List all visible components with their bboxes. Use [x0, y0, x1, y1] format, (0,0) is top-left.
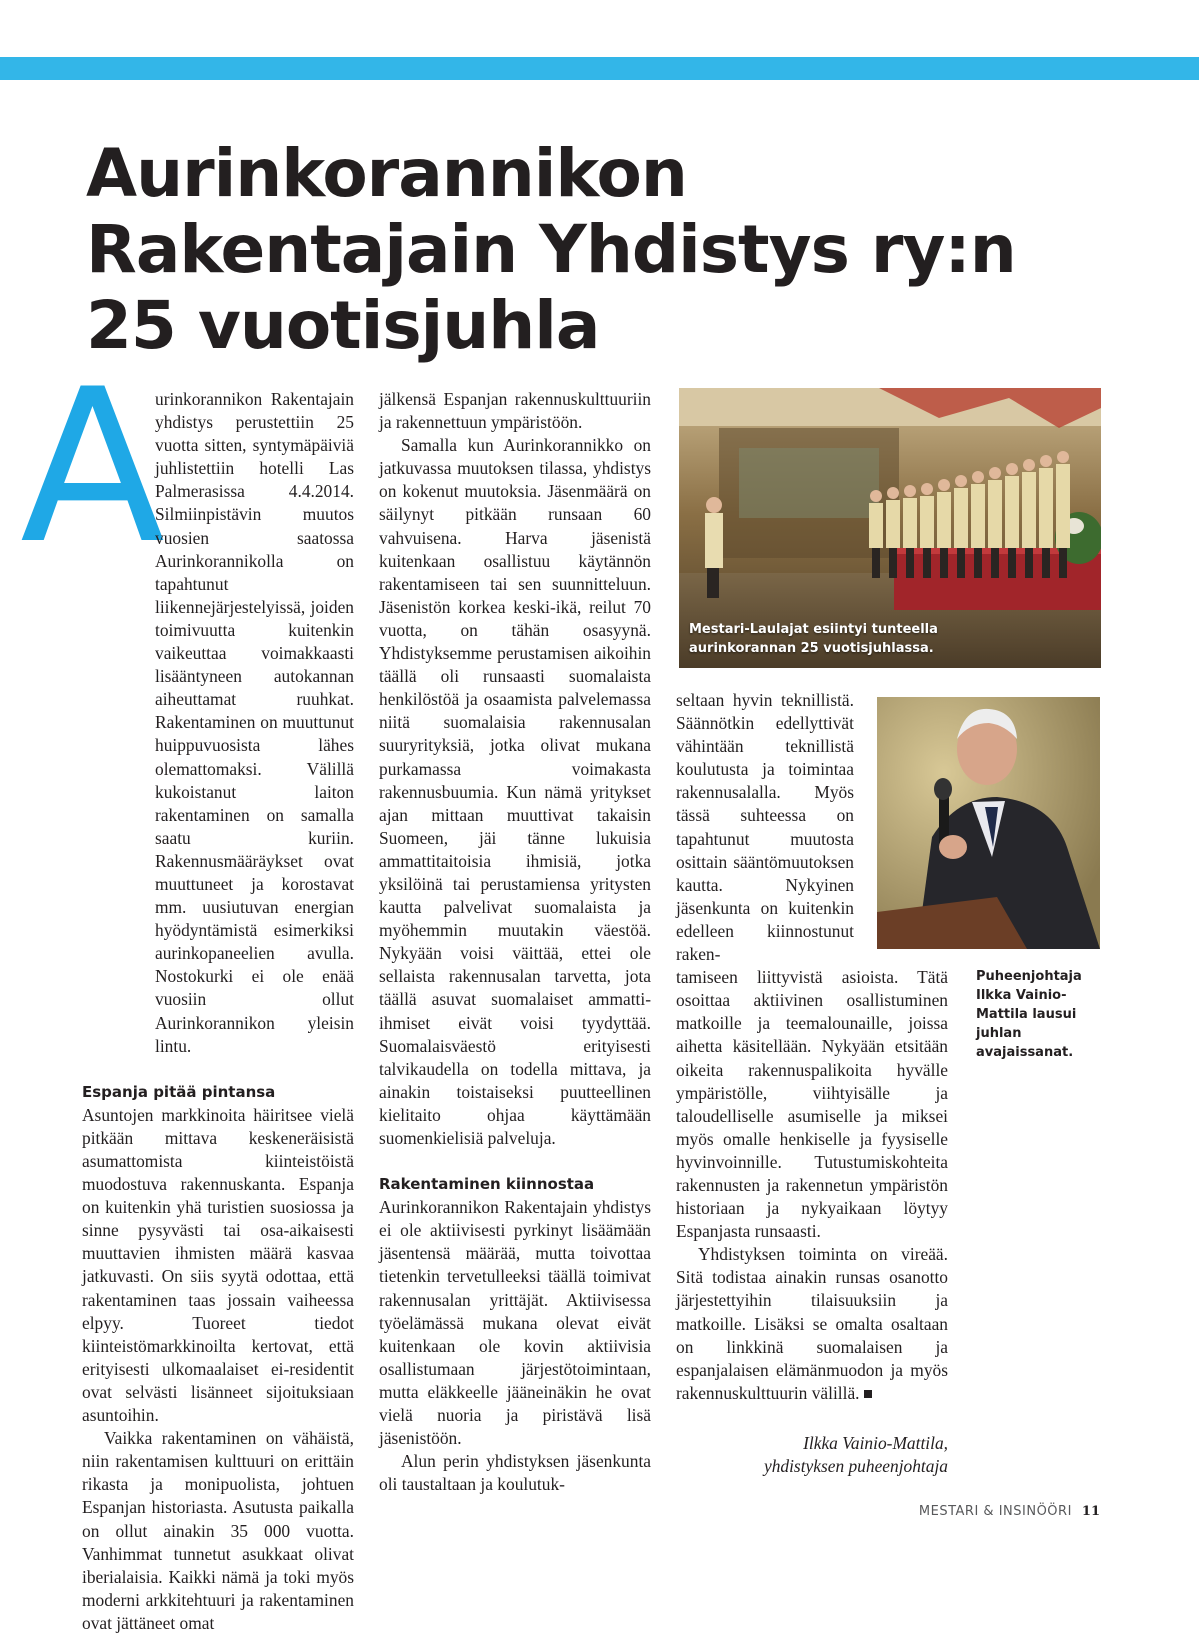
- body-paragraph: Asuntojen markkinoita häiritsee vielä pitkään mittava keskeneräisistä asumattomista kiinteistöistä muodostuva rakennuskanta. Espanja on kuitenkin yhä turistien suosiossa ja sinne pysyvästi tai osa-aikaisesti muuttavien ihmisten määrä kasvaa jatkuvasti. On siis syytä odottaa, että rakentaminen taas jossain vaiheessa elpyy. Tuoreet tiedot kiinteistömarkkinoilta kertovat, että erityisesti ulkomaalaiset ei-residentit ovat selvästi lisänneet sijoituksiaan asuntoihin.: [82, 1104, 354, 1426]
- page-number: 11: [1081, 1504, 1100, 1519]
- body-paragraph: tamiseen liittyvistä asioista. Tätä osoittaa aktiivinen osallistuminen matkoille ja teemalounaille, joissa aihetta käsitellään. Nykyään etsitään oikeita rakennuspalikoita hyvälle ympäristölle, viihtyisälle ja taloudelliselle asumiselle ja miksei myös omalle henkiselle ja fyysiselle hyvinvoinnille. Tutustumiskohteita rakennusten ja rakennetun ympäristön historiaan ja nykyaikaan löytyy Espanjasta runsaasti.: [676, 967, 948, 1242]
- choir-photo: [679, 388, 1101, 668]
- article-column-1: [82, 388, 354, 1635]
- author-signature: [676, 1432, 948, 1478]
- body-paragraph: jälkensä Espanjan rakennuskulttuuriin ja rakennettuun ympäristöön.: [379, 389, 651, 433]
- article-column-3: [676, 689, 948, 1405]
- drop-cap: A: [20, 343, 166, 590]
- lead-paragraph: urinkorannikon Rakentajain yhdistys perustettiin 25 vuotta sitten, syntymäpäiviä juhlistettiin hotelli Las Palmerasissa 4.4.2014. Silmiinpistävin muutos vuosien saatossa Aurinkorannikolla on tapahtunut liikennejärjestelyissä, joiden toimivuutta kuitenkin vaikeuttaa voimakkaasti lisääntyneen autokannan aiheuttamat ruuhkat. Rakentaminen on muuttunut huippuvuosista lähes olemattomaksi. Välillä kukoistanut laiton rakentaminen on samalla saatu kuriin. Rakennusmääräykset ovat muuttuneet ja korostavat mm. uusiutuvan energian hyödyntämistä esimerkiksi aurinkopaneelien avulla. Nostokurki ei ole enää vuosiin ollut Aurinkorannikon yleisin lintu.: [155, 389, 354, 1056]
- author-name: Ilkka Vainio-Mattila,: [803, 1433, 948, 1453]
- body-paragraph: Vaikka rakentaminen on vähäistä, niin rakentamisen kulttuuri on erittäin rikasta ja monipuolista, johtuen Espanjan historiasta. Asutusta paikalla on ollut ainakin 35 000 vuotta. Vanhimmat tunnetut asukkaat olivat iberialaisia. Kaikki nämä ja toki myös moderni arkkitehtuuri ja rakentaminen ovat jättäneet omat: [82, 1428, 354, 1633]
- body-paragraph: Alun perin yhdistyksen jäsenkunta oli taustaltaan ja koulutuk-: [379, 1451, 651, 1495]
- author-role: yhdistyksen puheenjohtaja: [763, 1456, 948, 1477]
- article-column-2: [379, 388, 651, 1496]
- body-paragraph: Aurinkorannikon Rakentajain yhdistys ei ole aktiivisesti pyrkinyt lisäämään jäsentensä määrää, mutta toivottaa tietenkin tervetulleeksi täällä toimivat rakennusalan yrittäjät. Aktiivisessa työelämässä mukana olevat eivät kuitenkaan ole kovin aktiivisia osallistumaan järjestötoimintaan, mutta eläkkeelle jääneinäkin he ovat vielä nuoria ja piristävä lisä jäsenistöön.: [379, 1197, 651, 1449]
- end-mark-icon: [864, 1390, 872, 1398]
- closing-text: Yhdistyksen toiminta on vireää. Sitä todistaa ainakin runsas osanotto järjestettyihin tilaisuuksiin ja matkoille. Lisäksi se omalta osaltaan on linkkinä suomalaisen ja espanjalaisen elämänmuodon ja myös rakennuskulttuurin välillä.: [676, 1244, 948, 1403]
- body-paragraph: seltaan hyvin teknillistä. Säännötkin edellyttivät vähintään teknillistä koulutusta ja toimintaa rakennusalalla. Myös tässä suhteessa on tapahtunut muutosta osittain sääntömuutoksen kautta. Nykyinen jäsenkunta on kuitenkin edelleen kiinnostunut raken-: [676, 690, 854, 965]
- speaker-photo-caption: Puheenjohtaja Ilkka Vainio-Mattila lausui juhlan avajaissanat.: [976, 969, 1082, 1060]
- body-paragraph: Samalla kun Aurinkorannikko on jatkuvassa muutoksen tilassa, yhdistys on kokenut muutoksia. Jäsenmäärä on säilynyt pitkään runsaan 60 vahvuisena. Harva jäsenistä kuitenkaan osallistuu käytännön rakentamiseen tai sen suunnitteluun. Jäsenistön korkea keski-ikä, reilut 70 vuotta, on tähän osasyynä. Yhdistyksemme perustamisen aikoihin täällä oli runsaasti suomalaista henkilöstöä ja osaamista palvelemassa niitä suomalaisia rakennusalan suuryrityksiä, jotka olivat mukana purkamassa voimakasta rakennusbuumia. Kun nämä yritykset ajan mittaan muuttivat takaisin Suomeen, jäi tänne lukuisia ammattitaitoisia ihmisiä, jotka yksilöinä tai perustamiensa yritysten kautta palvelivat suomalaista ja myöhemmin muutakin väestöä. Nykyään voisi väittää, ettei ole sellaista rakennusalan tarvetta, jota täällä asuvat suomalaiset ammatti-ihmiset eivät voisi tyydyttää. Suomalaisväestö erityisesti talvikaudella on todella mittava, ja ainakin toistaiseksi puutteellinen kielitaito ohjaa käyttämään suomenkielisiä palveluja.: [379, 435, 651, 1148]
- section-heading-espanja: Espanja pitää pintansa: [82, 1082, 276, 1101]
- section-heading-rakentaminen: Rakentaminen kiinnostaa: [379, 1175, 595, 1194]
- page-footer: [919, 1504, 1100, 1519]
- publication-name: MESTARI & INSINÖÖRI: [918, 1504, 1072, 1519]
- header-accent-bar: [0, 57, 1199, 80]
- body-paragraph: [676, 1243, 948, 1405]
- choir-photo-caption: Mestari-Laulajat esiintyi tunteella aurinkorannan 25 vuotisjuhlassa.: [689, 622, 938, 656]
- article-title: Aurinkorannikon Rakentajain Yhdistys ry:n 25 vuotisjuhla: [86, 135, 1016, 364]
